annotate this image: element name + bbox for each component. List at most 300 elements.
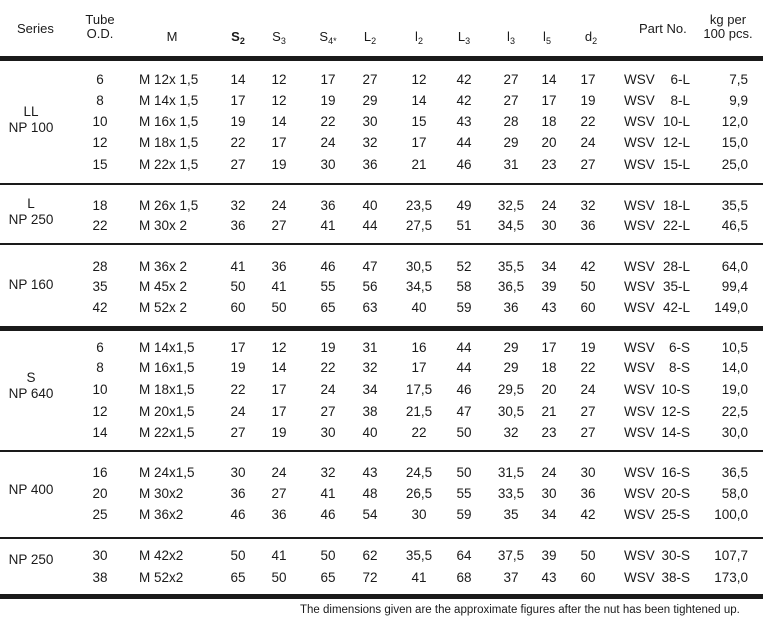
cell-od: 20 (92, 486, 108, 501)
cell-pn: WSV (624, 259, 655, 274)
table-row (0, 133, 763, 153)
cell-s2: 14 (230, 72, 246, 87)
cell-kg: 64,0 (721, 259, 748, 274)
cell-pn: WSV (624, 486, 655, 501)
cell-m: M 30x2 (139, 486, 184, 501)
cell-l3: 28 (503, 114, 519, 129)
cell-L3: 44 (456, 360, 472, 375)
cell-s3: 17 (271, 382, 287, 397)
cell-l5: 18 (541, 114, 557, 129)
table-row (0, 298, 763, 318)
header-tube-od: Tube O.D. (85, 12, 115, 41)
cell-L3: 50 (456, 465, 472, 480)
cell-kg: 107,7 (714, 548, 748, 563)
cell-od: 25 (92, 507, 108, 522)
header-m: M (166, 29, 178, 44)
cell-L3: 59 (456, 300, 472, 315)
cell-l3: 35,5 (497, 259, 525, 274)
cell-l2: 35,5 (405, 548, 433, 563)
table-divider (0, 326, 763, 331)
cell-L2: 38 (362, 404, 378, 419)
cell-m: M 16x1,5 (139, 360, 195, 375)
cell-L2: 43 (362, 465, 378, 480)
series-name: S (26, 370, 36, 385)
cell-s4: 32 (320, 465, 336, 480)
cell-l2: 22 (411, 425, 427, 440)
cell-L2: 72 (362, 570, 378, 585)
table-divider (0, 537, 763, 539)
cell-s2: 50 (230, 548, 246, 563)
cell-s4: 65 (320, 300, 336, 315)
cell-l3: 31,5 (497, 465, 525, 480)
cell-s3: 12 (271, 72, 287, 87)
cell-s4: 30 (320, 425, 336, 440)
cell-s4: 24 (320, 382, 336, 397)
cell-s3: 12 (271, 93, 287, 108)
cell-pc: 25-S (661, 507, 690, 522)
cell-l3: 27 (503, 72, 519, 87)
cell-pc: 15-L (662, 157, 690, 172)
cell-s2: 22 (230, 382, 246, 397)
series-pressure: NP 250 (8, 552, 54, 567)
cell-pn: WSV (624, 404, 655, 419)
cell-d2: 27 (580, 404, 596, 419)
cell-s3: 19 (271, 157, 287, 172)
table-header (0, 0, 763, 56)
cell-L2: 34 (362, 382, 378, 397)
cell-kg: 30,0 (721, 425, 748, 440)
cell-l5: 21 (541, 404, 557, 419)
cell-s2: 30 (230, 465, 246, 480)
table-row (0, 402, 763, 422)
cell-od: 14 (92, 425, 108, 440)
cell-od: 42 (92, 300, 108, 315)
cell-L3: 44 (456, 340, 472, 355)
header-l3-upper: $L_3$ (457, 29, 471, 46)
cell-m: M 22x1,5 (139, 425, 195, 440)
cell-od: 22 (92, 218, 108, 233)
cell-kg: 46,5 (721, 218, 748, 233)
table-row (0, 423, 763, 443)
cell-pn: WSV (624, 279, 655, 294)
cell-L3: 46 (456, 157, 472, 172)
cell-L2: 44 (362, 218, 378, 233)
cell-m: M 26x 1,5 (139, 198, 199, 213)
cell-s3: 14 (271, 360, 287, 375)
cell-s4: 65 (320, 570, 336, 585)
cell-s4: 41 (320, 218, 336, 233)
cell-l3: 33,5 (497, 486, 525, 501)
cell-pc: 18-L (662, 198, 690, 213)
cell-od: 6 (96, 340, 104, 355)
cell-s2: 36 (230, 486, 246, 501)
cell-L2: 31 (362, 340, 378, 355)
cell-od: 10 (92, 114, 108, 129)
cell-m: M 12x 1,5 (139, 72, 199, 87)
cell-L2: 48 (362, 486, 378, 501)
cell-s4: 19 (320, 340, 336, 355)
table-row (0, 484, 763, 504)
cell-s2: 50 (230, 279, 246, 294)
cell-kg: 35,5 (721, 198, 748, 213)
header-s2: $S_2$ (231, 29, 245, 46)
table-divider (0, 183, 763, 185)
cell-l5: 24 (541, 465, 557, 480)
cell-od: 8 (96, 93, 104, 108)
table-row (0, 257, 763, 277)
cell-L2: 63 (362, 300, 378, 315)
cell-pn: WSV (624, 548, 655, 563)
cell-s2: 41 (230, 259, 246, 274)
series-name: L (27, 196, 35, 211)
cell-kg: 22,5 (721, 404, 748, 419)
cell-l5: 14 (541, 72, 557, 87)
cell-pc: 8-S (668, 360, 690, 375)
cell-pc: 6-L (670, 72, 690, 87)
cell-d2: 50 (580, 548, 596, 563)
cell-s2: 19 (230, 360, 246, 375)
cell-L2: 62 (362, 548, 378, 563)
cell-s3: 24 (271, 465, 287, 480)
cell-s3: 50 (271, 300, 287, 315)
cell-s2: 17 (230, 93, 246, 108)
cell-l3: 36 (503, 300, 519, 315)
cell-pc: 30-S (661, 548, 690, 563)
cell-l2: 30 (411, 507, 427, 522)
cell-l3: 34,5 (497, 218, 525, 233)
cell-pn: WSV (624, 198, 655, 213)
cell-s3: 50 (271, 570, 287, 585)
cell-s3: 36 (271, 507, 287, 522)
cell-l2: 17 (411, 135, 427, 150)
cell-kg: 36,5 (721, 465, 748, 480)
cell-l5: 34 (541, 507, 557, 522)
table-row (0, 112, 763, 132)
cell-pn: WSV (624, 218, 655, 233)
cell-l3: 31 (503, 157, 519, 172)
header-l2-lower: $l_2$ (415, 29, 423, 46)
cell-d2: 27 (580, 157, 596, 172)
table-row (0, 216, 763, 236)
cell-l5: 39 (541, 279, 557, 294)
cell-pn: WSV (624, 507, 655, 522)
cell-od: 30 (92, 548, 108, 563)
table-divider (0, 450, 763, 452)
cell-m: M 24x1,5 (139, 465, 195, 480)
cell-s2: 60 (230, 300, 246, 315)
cell-L3: 42 (456, 72, 472, 87)
cell-s4: 50 (320, 548, 336, 563)
cell-l2: 41 (411, 570, 427, 585)
cell-pc: 12-S (661, 404, 690, 419)
cell-s3: 19 (271, 425, 287, 440)
cell-pc: 10-L (662, 114, 690, 129)
cell-s2: 24 (230, 404, 246, 419)
cell-L2: 30 (362, 114, 378, 129)
cell-pc: 14-S (661, 425, 690, 440)
cell-l2: 17 (411, 360, 427, 375)
cell-pc: 38-S (661, 570, 690, 585)
header-part-no: Part No. (639, 21, 687, 36)
cell-L2: 47 (362, 259, 378, 274)
series-pressure: NP 160 (8, 277, 54, 292)
cell-kg: 99,4 (721, 279, 748, 294)
cell-L2: 29 (362, 93, 378, 108)
cell-od: 6 (96, 72, 104, 87)
table-row (0, 155, 763, 175)
cell-od: 15 (92, 157, 108, 172)
cell-pc: 35-L (662, 279, 690, 294)
header-d2: $d_2$ (584, 29, 598, 46)
cell-d2: 24 (580, 382, 596, 397)
cell-pc: 22-L (662, 218, 690, 233)
cell-l2: 30,5 (405, 259, 433, 274)
cell-l3: 27 (503, 93, 519, 108)
cell-s4: 22 (320, 114, 336, 129)
cell-m: M 36x2 (139, 507, 184, 522)
header-s4: $S_{4*}$ (319, 29, 337, 46)
cell-d2: 36 (580, 486, 596, 501)
header-l2-upper: $L_2$ (363, 29, 377, 46)
cell-pc: 6-S (668, 340, 690, 355)
cell-s3: 12 (271, 340, 287, 355)
cell-s4: 19 (320, 93, 336, 108)
cell-d2: 32 (580, 198, 596, 213)
cell-s3: 36 (271, 259, 287, 274)
table-row (0, 358, 763, 378)
cell-m: M 45x 2 (139, 279, 188, 294)
cell-L2: 40 (362, 198, 378, 213)
cell-L3: 68 (456, 570, 472, 585)
series-pressure: NP 640 (8, 386, 54, 401)
cell-L2: 40 (362, 425, 378, 440)
cell-d2: 19 (580, 93, 596, 108)
cell-L3: 59 (456, 507, 472, 522)
cell-pc: 20-S (661, 486, 690, 501)
cell-pc: 28-L (662, 259, 690, 274)
cell-d2: 30 (580, 465, 596, 480)
cell-l5: 17 (541, 340, 557, 355)
cell-s2: 19 (230, 114, 246, 129)
cell-pc: 12-L (662, 135, 690, 150)
cell-d2: 42 (580, 259, 596, 274)
cell-kg: 12,0 (721, 114, 748, 129)
cell-pc: 16-S (661, 465, 690, 480)
cell-pn: WSV (624, 570, 655, 585)
cell-l2: 26,5 (405, 486, 433, 501)
cell-m: M 22x 1,5 (139, 157, 199, 172)
cell-l2: 17,5 (405, 382, 433, 397)
cell-od: 16 (92, 465, 108, 480)
cell-s4: 30 (320, 157, 336, 172)
cell-od: 10 (92, 382, 108, 397)
cell-od: 12 (92, 135, 108, 150)
cell-s3: 27 (271, 218, 287, 233)
cell-L3: 51 (456, 218, 472, 233)
cell-m: M 30x 2 (139, 218, 188, 233)
cell-l2: 21 (411, 157, 427, 172)
cell-pn: WSV (624, 300, 655, 315)
cell-L3: 64 (456, 548, 472, 563)
cell-l3: 32 (503, 425, 519, 440)
cell-l3: 29 (503, 360, 519, 375)
cell-s2: 32 (230, 198, 246, 213)
cell-L3: 46 (456, 382, 472, 397)
cell-l3: 35 (503, 507, 519, 522)
cell-od: 38 (92, 570, 108, 585)
cell-s2: 17 (230, 340, 246, 355)
cell-kg: 14,0 (721, 360, 748, 375)
cell-m: M 36x 2 (139, 259, 188, 274)
table-row (0, 380, 763, 400)
cell-s3: 17 (271, 135, 287, 150)
cell-od: 12 (92, 404, 108, 419)
cell-l5: 30 (541, 486, 557, 501)
cell-kg: 173,0 (714, 570, 748, 585)
cell-l3: 32,5 (497, 198, 525, 213)
cell-pn: WSV (624, 72, 655, 87)
table-row (0, 568, 763, 588)
cell-pn: WSV (624, 135, 655, 150)
cell-pn: WSV (624, 114, 655, 129)
cell-L2: 56 (362, 279, 378, 294)
table-row (0, 546, 763, 566)
cell-s4: 17 (320, 72, 336, 87)
cell-d2: 42 (580, 507, 596, 522)
cell-d2: 19 (580, 340, 596, 355)
cell-L2: 36 (362, 157, 378, 172)
header-kg: kg per 100 pcs. (703, 12, 753, 41)
cell-m: M 52x2 (139, 570, 184, 585)
cell-kg: 19,0 (721, 382, 748, 397)
cell-kg: 149,0 (714, 300, 748, 315)
table-row (0, 505, 763, 525)
header-l3-lower: $l_3$ (507, 29, 515, 46)
cell-l5: 24 (541, 198, 557, 213)
cell-l5: 30 (541, 218, 557, 233)
cell-l3: 30,5 (497, 404, 525, 419)
cell-L3: 52 (456, 259, 472, 274)
cell-m: M 18x 1,5 (139, 135, 199, 150)
cell-s2: 27 (230, 425, 246, 440)
cell-s2: 46 (230, 507, 246, 522)
cell-pn: WSV (624, 93, 655, 108)
cell-l5: 23 (541, 157, 557, 172)
cell-L3: 50 (456, 425, 472, 440)
table-row (0, 463, 763, 483)
series-name: LL (23, 104, 39, 119)
cell-s3: 17 (271, 404, 287, 419)
cell-od: 18 (92, 198, 108, 213)
cell-pn: WSV (624, 382, 655, 397)
cell-s4: 27 (320, 404, 336, 419)
cell-d2: 60 (580, 300, 596, 315)
cell-l2: 34,5 (405, 279, 433, 294)
cell-m: M 14x 1,5 (139, 93, 199, 108)
header-series: Series (17, 21, 54, 36)
cell-s4: 55 (320, 279, 336, 294)
cell-l2: 16 (411, 340, 427, 355)
series-pressure: NP 400 (8, 482, 54, 497)
cell-s3: 41 (271, 279, 287, 294)
cell-d2: 17 (580, 72, 596, 87)
cell-od: 35 (92, 279, 108, 294)
cell-kg: 15,0 (721, 135, 748, 150)
cell-pc: 42-L (662, 300, 690, 315)
cell-pc: 8-L (670, 93, 690, 108)
cell-pc: 10-S (661, 382, 690, 397)
cell-kg: 10,5 (721, 340, 748, 355)
cell-l5: 20 (541, 382, 557, 397)
cell-m: M 42x2 (139, 548, 184, 563)
cell-d2: 24 (580, 135, 596, 150)
header-l5-lower: $l_5$ (543, 29, 551, 46)
table-divider (0, 243, 763, 245)
cell-s4: 46 (320, 507, 336, 522)
cell-l5: 43 (541, 300, 557, 315)
cell-s3: 14 (271, 114, 287, 129)
cell-s2: 22 (230, 135, 246, 150)
cell-d2: 22 (580, 114, 596, 129)
cell-l3: 37 (503, 570, 519, 585)
cell-m: M 16x 1,5 (139, 114, 199, 129)
cell-L2: 32 (362, 360, 378, 375)
cell-l2: 24,5 (405, 465, 433, 480)
cell-kg: 25,0 (721, 157, 748, 172)
cell-kg: 9,9 (729, 93, 748, 108)
cell-pn: WSV (624, 425, 655, 440)
cell-L3: 47 (456, 404, 472, 419)
cell-s3: 24 (271, 198, 287, 213)
cell-od: 28 (92, 259, 108, 274)
cell-l2: 15 (411, 114, 427, 129)
cell-od: 8 (96, 360, 104, 375)
cell-pn: WSV (624, 340, 655, 355)
cell-d2: 22 (580, 360, 596, 375)
cell-l3: 29 (503, 135, 519, 150)
cell-s2: 65 (230, 570, 246, 585)
cell-l5: 23 (541, 425, 557, 440)
cell-d2: 60 (580, 570, 596, 585)
table-row (0, 91, 763, 111)
cell-L3: 58 (456, 279, 472, 294)
cell-s4: 36 (320, 198, 336, 213)
cell-d2: 36 (580, 218, 596, 233)
cell-s4: 41 (320, 486, 336, 501)
series-pressure: NP 100 (8, 120, 54, 135)
cell-l5: 18 (541, 360, 557, 375)
cell-l5: 43 (541, 570, 557, 585)
cell-L3: 42 (456, 93, 472, 108)
table-divider (0, 594, 763, 599)
cell-s4: 46 (320, 259, 336, 274)
cell-l3: 29 (503, 340, 519, 355)
cell-l3: 29,5 (497, 382, 525, 397)
cell-l2: 14 (411, 93, 427, 108)
cell-m: M 52x 2 (139, 300, 188, 315)
cell-kg: 7,5 (729, 72, 748, 87)
table-row (0, 70, 763, 90)
table-row (0, 338, 763, 358)
cell-m: M 14x1,5 (139, 340, 195, 355)
cell-l5: 20 (541, 135, 557, 150)
cell-s3: 27 (271, 486, 287, 501)
cell-L3: 49 (456, 198, 472, 213)
cell-l2: 12 (411, 72, 427, 87)
cell-s2: 36 (230, 218, 246, 233)
table-divider (0, 56, 763, 61)
table-row (0, 277, 763, 297)
